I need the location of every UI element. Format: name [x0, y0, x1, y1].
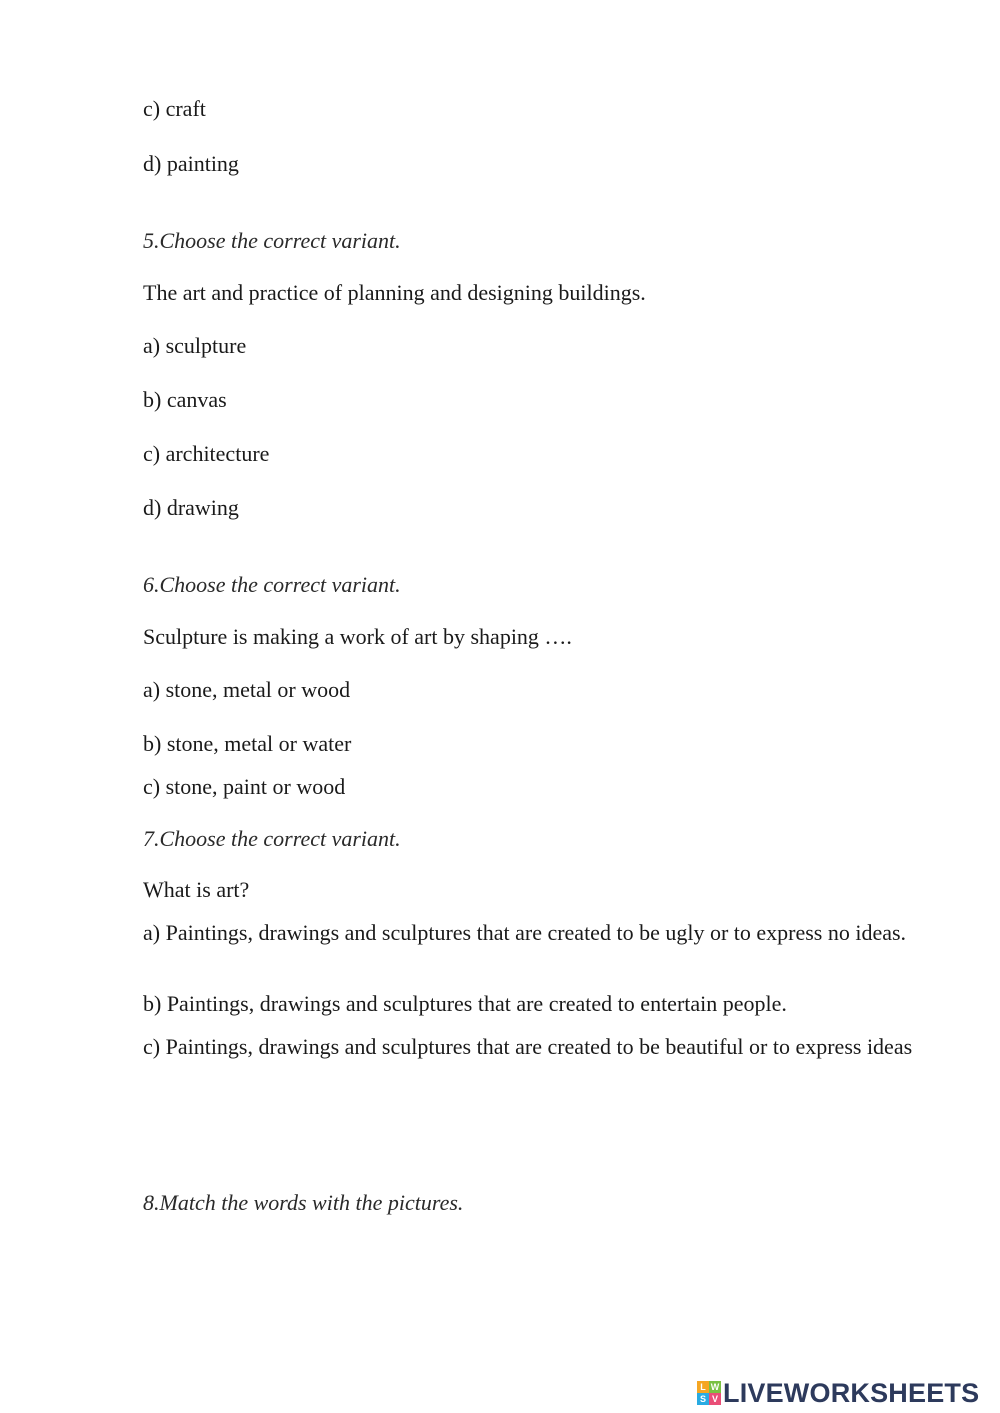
q8-instruction: 8.Match the words with the pictures.	[143, 1190, 464, 1215]
q6-option-c: c) stone, paint or wood	[143, 774, 346, 799]
logo-text: LIVEWORKSHEETS	[723, 1378, 980, 1408]
q5-option-b: b) canvas	[143, 387, 227, 412]
q7-option-c: c) Paintings, drawings and sculptures that are created to be beautiful or to express ideas	[143, 1034, 913, 1059]
q7-prompt: What is art?	[143, 877, 250, 902]
q5-instruction: 5.Choose the correct variant.	[143, 228, 401, 253]
q5-option-a: a) sculpture	[143, 333, 247, 358]
q7-option-a: a) Paintings, drawings and sculptures that are created to be ugly or to express no ideas.	[143, 920, 907, 945]
q5-prompt: The art and practice of planning and designing buildings.	[143, 280, 646, 305]
q6-option-a: a) stone, metal or wood	[143, 677, 351, 702]
q7-option-b: b) Paintings, drawings and sculptures that are created to entertain people.	[143, 991, 787, 1016]
q6-instruction: 6.Choose the correct variant.	[143, 572, 401, 597]
q4-option-d: d) painting	[143, 151, 239, 176]
q7-instruction: 7.Choose the correct variant.	[143, 826, 401, 851]
liveworksheets-logo	[697, 1378, 979, 1408]
q5-option-c: c) architecture	[143, 441, 270, 466]
logo-mark-icon: L W S V	[697, 1381, 721, 1405]
q6-prompt: Sculpture is making a work of art by shaping ….	[143, 624, 572, 649]
q6-option-b: b) stone, metal or water	[143, 731, 352, 756]
q5-option-d: d) drawing	[143, 495, 239, 520]
q4-option-c: c) craft	[143, 96, 206, 121]
